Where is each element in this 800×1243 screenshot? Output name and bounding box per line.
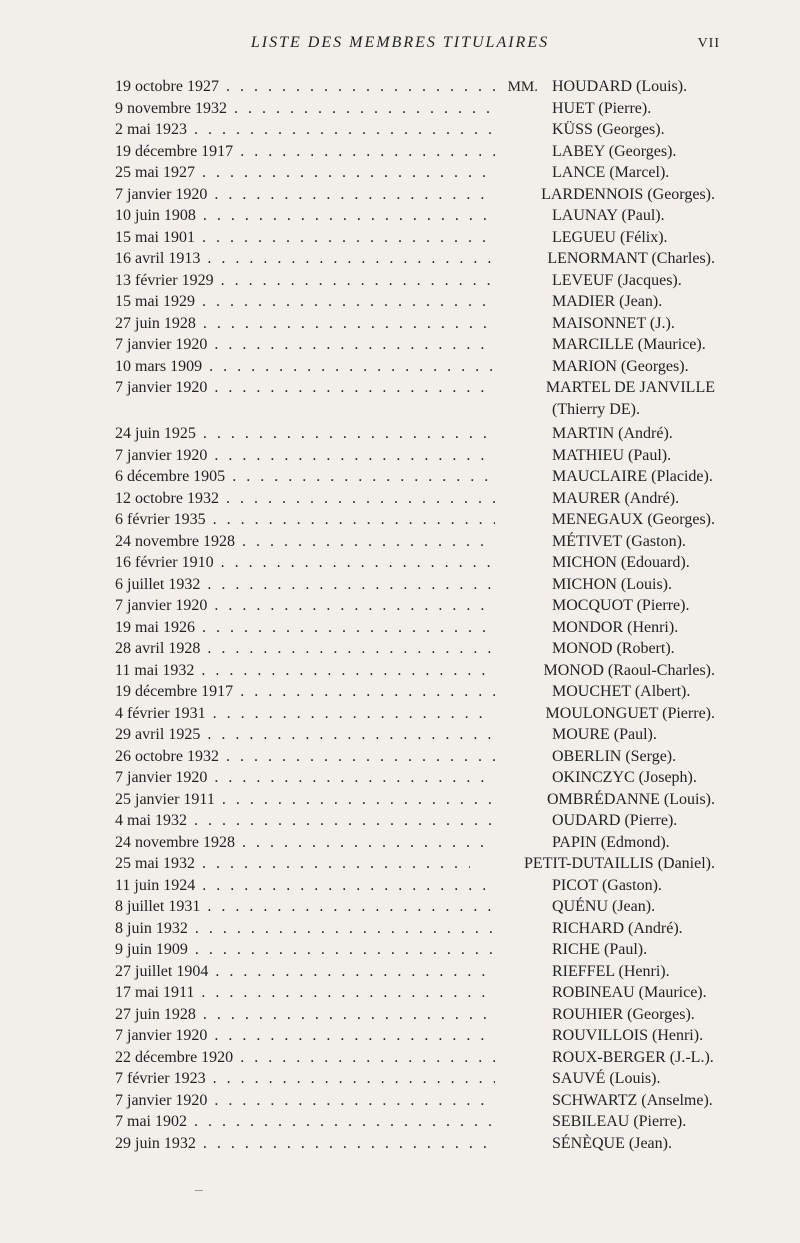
member-name: MICHON (Louis). (552, 575, 672, 593)
member-name: SÉNÈQUE (Jean). (552, 1134, 672, 1152)
election-date: 11 mai 1932 . . . (115, 662, 487, 680)
list-item (115, 984, 715, 1006)
members-list (115, 78, 715, 1156)
member-name: SCHWARTZ (Anselme). (552, 1091, 713, 1109)
member-name: MONOD (Robert). (552, 640, 675, 657)
member-name: OKINCZYC (Joseph). (552, 769, 697, 786)
election-date: 7 janvier 1920 . . . (115, 336, 495, 354)
member-name: RICHE (Paul). (552, 941, 648, 958)
list-item (115, 662, 715, 684)
member-name: ROBINEAU (Maurice). (552, 984, 707, 1001)
list-item (115, 748, 715, 770)
member-name-continuation: (Thierry DE). (552, 400, 640, 418)
list-item-continuation (115, 401, 715, 423)
member-name: KÜSS (Georges). (552, 121, 665, 138)
member-name: MARTIN (André). (552, 425, 673, 442)
list-item (115, 812, 715, 834)
election-date: 27 juillet 1904 . . . (115, 963, 495, 981)
election-date: 22 décembre 1920 . . . (115, 1049, 495, 1067)
member-name: LEVEUF (Jacques). (552, 271, 682, 289)
election-date: 25 mai 1927 . . . (115, 164, 495, 182)
list-item (115, 1092, 715, 1114)
list-item (115, 1070, 715, 1092)
list-item (115, 834, 715, 856)
member-name: MAISONNET (J.). (552, 314, 675, 332)
member-name: OMBRÉDANNE (Louis). (547, 790, 715, 808)
member-name: PETIT-DUTAILLIS (Daniel). (524, 855, 715, 872)
member-name: SAUVÉ (Louis). (552, 1070, 661, 1087)
member-name: MAUCLAIRE (Placide). (552, 468, 713, 485)
election-date: 7 janvier 1920 . . . (115, 186, 485, 204)
election-date: 7 janvier 1920 . . . (115, 447, 495, 465)
election-date: 7 janvier 1920 . . . (115, 597, 495, 615)
member-name: MONDOR (Henri). (552, 618, 679, 636)
member-name: ROUX-BERGER (J.-L.). (552, 1048, 714, 1066)
member-name: MARION (Georges). (552, 357, 689, 375)
list-item (115, 164, 715, 186)
election-date: 19 décembre 1917 . . . (115, 683, 495, 701)
election-date: 7 janvier 1920 . . . (115, 1027, 495, 1045)
member-name: MARCILLE (Maurice). (552, 336, 706, 353)
member-name: LARDENNOIS (Georges). (541, 185, 715, 203)
election-date: 29 juin 1932 . . . (115, 1135, 495, 1153)
list-item (115, 336, 715, 358)
election-date: 25 mai 1932 . . . (115, 855, 470, 873)
election-date: 10 mars 1909 . . . (115, 358, 495, 376)
member-name: OUDARD (Pierre). (552, 812, 678, 829)
list-item (115, 1027, 715, 1049)
list-item (115, 1113, 715, 1135)
member-name: MONOD (Raoul-Charles). (543, 661, 715, 679)
list-item (115, 1006, 715, 1028)
member-name: PICOT (Gaston). (552, 876, 662, 894)
honorific-prefix: MM. (507, 79, 538, 95)
member-name: MADIER (Jean). (552, 293, 663, 310)
election-date: 19 octobre 1927 . . . (115, 78, 495, 96)
member-name: MOUCHET (Albert). (552, 683, 691, 700)
member-name: LANCE (Marcel). (552, 164, 670, 181)
election-date: 28 avril 1928 . . . (115, 640, 495, 658)
list-item (115, 791, 715, 813)
election-date: 6 juillet 1932 . . . (115, 576, 495, 594)
list-item (115, 898, 715, 920)
election-date: 7 février 1923 . . . (115, 1070, 495, 1088)
member-name: MICHON (Edouard). (552, 554, 690, 571)
member-name: LABEY (Georges). (552, 142, 677, 160)
election-date: 24 juin 1925 . . . (115, 425, 495, 443)
list-item (115, 640, 715, 662)
member-name: HUET (Pierre). (552, 99, 652, 117)
list-item (115, 100, 715, 122)
election-date: 10 juin 1908 . . . (115, 207, 495, 225)
page-header-title: LISTE DES MEMBRES TITULAIRES (250, 34, 550, 51)
list-item (115, 229, 715, 251)
list-item (115, 597, 715, 619)
election-date: 15 mai 1901 . . . (115, 229, 495, 247)
election-date: 16 avril 1913 . . . (115, 250, 491, 268)
election-date: 11 juin 1924 . . . (115, 877, 495, 895)
election-date: 6 décembre 1905 . . . (115, 468, 495, 486)
election-date: 2 mai 1923 . . . (115, 121, 495, 139)
member-name: MATHIEU (Paul). (552, 446, 672, 464)
election-date: 24 novembre 1928 . . . (115, 834, 495, 852)
list-item (115, 447, 715, 469)
list-item (115, 1135, 715, 1157)
list-item (115, 379, 715, 401)
election-date: 29 avril 1925 . . . (115, 726, 495, 744)
list-item (115, 769, 715, 791)
election-date: 4 mai 1932 . . . (115, 812, 495, 830)
list-item (115, 683, 715, 705)
election-date: 7 janvier 1920 . . . (115, 769, 495, 787)
election-date: 12 octobre 1932 . . . (115, 490, 495, 508)
member-name: ROUVILLOIS (Henri). (552, 1027, 704, 1044)
member-name: LEGUEU (Félix). (552, 228, 668, 246)
list-item (115, 468, 715, 490)
list-item (115, 726, 715, 748)
member-name: MAURER (André). (552, 489, 680, 507)
election-date: 13 février 1929 . . . (115, 272, 495, 290)
divider (195, 1190, 203, 1191)
list-item (115, 511, 715, 533)
list-item (115, 186, 715, 208)
election-date: 6 février 1935 . . . (115, 511, 495, 529)
member-name: LAUNAY (Paul). (552, 207, 665, 224)
list-item (115, 963, 715, 985)
list-item (115, 358, 715, 380)
list-item (115, 941, 715, 963)
election-date: 24 novembre 1928 . . . (115, 533, 495, 551)
election-date: 9 novembre 1932 . . . (115, 100, 495, 118)
list-item (115, 315, 715, 337)
list-item (115, 920, 715, 942)
election-date: 15 mai 1929 . . . (115, 293, 495, 311)
list-item (115, 855, 715, 877)
election-date: 17 mai 1911 . . . (115, 984, 495, 1002)
page-number: VII (697, 36, 720, 51)
member-name: MARTEL DE JANVILLE (545, 379, 715, 396)
list-item (115, 250, 715, 272)
election-date: 27 juin 1928 . . . (115, 315, 495, 333)
member-name: MÉTIVET (Gaston). (552, 532, 686, 550)
election-date: 7 mai 1902 . . . (115, 1113, 495, 1131)
member-name: QUÉNU (Jean). (552, 898, 656, 915)
member-name: OBERLIN (Serge). (552, 747, 677, 765)
election-date: 8 juillet 1931 . . . (115, 898, 495, 916)
election-date: 4 février 1931 . . . (115, 705, 489, 723)
election-date: 19 décembre 1917 . . . (115, 143, 495, 161)
member-name: MENEGAUX (Georges). (551, 511, 715, 528)
list-item (115, 490, 715, 512)
election-date: 19 mai 1926 . . . (115, 619, 495, 637)
election-date: 25 janvier 1911 . . . (115, 791, 491, 809)
member-name: SEBILEAU (Pierre). (552, 1113, 687, 1130)
member-name: RICHARD (André). (552, 919, 683, 937)
member-name: LENORMANT (Charles). (547, 250, 715, 267)
list-item (115, 705, 715, 727)
list-item (115, 576, 715, 598)
list-item (115, 554, 715, 576)
election-date: 27 juin 1928 . . . (115, 1006, 495, 1024)
list-item (115, 293, 715, 315)
list-item (115, 121, 715, 143)
list-item (115, 425, 715, 447)
election-date: 9 juin 1909 . . . (115, 941, 495, 959)
member-name: HOUDARD (Louis). (552, 78, 688, 95)
election-date: 8 juin 1932 . . . (115, 920, 495, 938)
list-item (115, 207, 715, 229)
election-date: 16 février 1910 . . . (115, 554, 495, 572)
member-name: MOCQUOT (Pierre). (552, 597, 690, 614)
election-date: 7 janvier 1920 . . . (115, 379, 490, 397)
member-name: PAPIN (Edmond). (552, 833, 670, 851)
list-item (115, 78, 715, 100)
member-name: MOULONGUET (Pierre). (545, 704, 715, 722)
election-date: 7 janvier 1920 . . . (115, 1092, 495, 1110)
list-item (115, 533, 715, 555)
list-item (115, 143, 715, 165)
member-name: RIEFFEL (Henri). (552, 962, 670, 980)
list-item (115, 272, 715, 294)
list-item (115, 619, 715, 641)
list-item (115, 1049, 715, 1071)
member-name: MOURE (Paul). (552, 726, 657, 743)
list-item (115, 877, 715, 899)
election-date: 26 octobre 1932 . . . (115, 748, 495, 766)
member-name: ROUHIER (Georges). (552, 1005, 695, 1023)
